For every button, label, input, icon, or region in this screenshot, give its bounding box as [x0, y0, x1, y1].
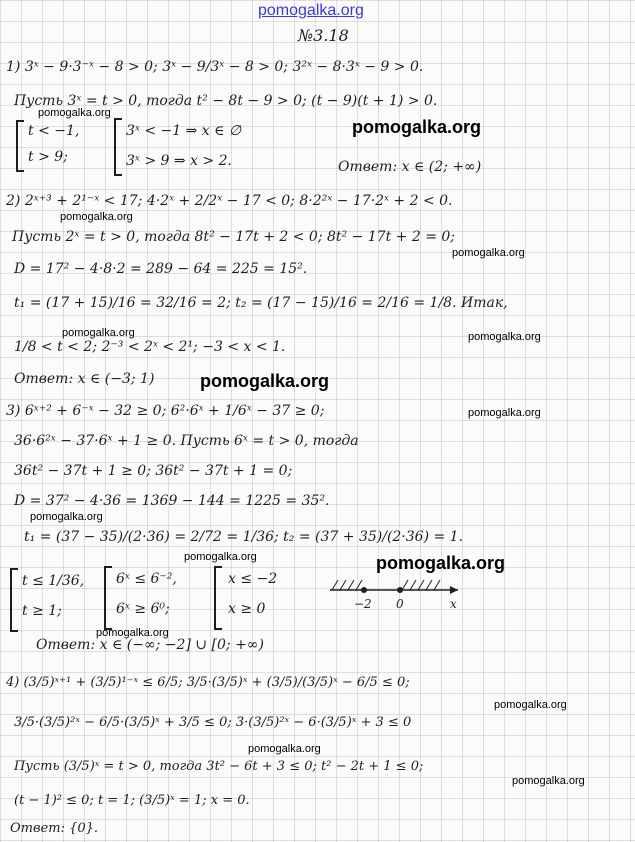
p3-sys2-a: 6ˣ ≤ 6⁻²,	[116, 571, 177, 587]
watermark: pomogalka.org	[248, 743, 321, 755]
p2-line5: 1/8 < t < 2; 2⁻³ < 2ˣ < 2¹; −3 < x < 1.	[14, 339, 286, 355]
p2-line1: 2) 2ˣ⁺³ + 2¹⁻ˣ < 17; 4·2ˣ + 2/2ˣ − 17 < 0; 8·2²ˣ − 17·2ˣ + 2 < 0.	[6, 193, 453, 209]
p4-line3: Пусть (3/5)ˣ = t > 0, тогда 3t² − 6t + 3 ≤ 0; t² − 2t + 1 ≤ 0;	[14, 759, 424, 774]
p4-line4: (t − 1)² ≤ 0; t = 1; (3/5)ˣ = 1; x = 0.	[14, 793, 250, 808]
p3-sys2-b: 6ˣ ≥ 6⁰;	[116, 601, 170, 617]
p1-answer: Ответ: x ∈ (2; +∞)	[338, 159, 482, 175]
p3-sys1-b: t ≥ 1;	[22, 603, 62, 619]
system-brace	[114, 118, 122, 176]
watermark: pomogalka.org	[60, 211, 133, 223]
p3-sys3-a: x ≤ −2	[228, 571, 278, 587]
p4-answer: Ответ: {0}.	[10, 821, 99, 836]
p1-sys2-a: 3ˣ < −1 ⇒ x ∈ ∅	[126, 123, 242, 139]
p3-line2: 36·6²ˣ − 37·6ˣ + 1 ≥ 0. Пусть 6ˣ = t > 0, тогда	[14, 433, 359, 449]
watermark: pomogalka.org	[352, 117, 482, 137]
number-line-diagram	[326, 572, 466, 622]
system-brace	[214, 566, 222, 630]
watermark: pomogalka.org	[376, 553, 506, 573]
watermark: pomogalka.org	[494, 699, 567, 711]
p2-answer: Ответ: x ∈ (−3; 1)	[14, 371, 155, 387]
point-zero	[397, 587, 403, 593]
system-brace	[10, 568, 18, 632]
hatching-right	[402, 580, 440, 590]
watermark: pomogalka.org	[512, 775, 585, 787]
p2-line3: D = 17² − 4·8·2 = 289 − 64 = 225 = 15².	[14, 261, 308, 277]
site-watermark-top[interactable]: pomogalka.org	[258, 2, 364, 19]
p3-line1: 3) 6ˣ⁺² + 6⁻ˣ − 32 ≥ 0; 6²·6ˣ + 1/6ˣ − 37 ≥ 0;	[6, 403, 325, 419]
number-line-arrow	[450, 586, 458, 594]
p1-line1: 1) 3ˣ − 9·3⁻ˣ − 8 > 0; 3ˣ − 9/3ˣ − 8 > 0; 3²ˣ − 8·3ˣ − 9 > 0.	[6, 59, 424, 75]
watermark: pomogalka.org	[200, 371, 330, 391]
system-brace	[16, 120, 24, 172]
p1-sys2-b: 3ˣ > 9 ⇒ x > 2.	[126, 153, 232, 169]
watermark: pomogalka.org	[468, 331, 541, 343]
p1-line2: Пусть 3ˣ = t > 0, тогда t² − 8t − 9 > 0; (t − 9)(t + 1) > 0.	[14, 93, 438, 109]
p2-line2: Пусть 2ˣ = t > 0, тогда 8t² − 17t + 2 < 0; 8t² − 17t + 2 = 0;	[12, 229, 456, 245]
watermark: pomogalka.org	[62, 327, 135, 339]
point-minus-two	[361, 587, 367, 593]
watermark: pomogalka.org	[96, 627, 169, 639]
p4-line2: 3/5·(3/5)²ˣ − 6/5·(3/5)ˣ + 3/5 ≤ 0; 3·(3/5)²ˣ − 6·(3/5)ˣ + 3 ≤ 0	[14, 715, 412, 730]
hatching-left	[332, 580, 362, 590]
p3-answer: Ответ: x ∈ (−∞; −2] ∪ [0; +∞)	[36, 637, 264, 653]
watermark: pomogalka.org	[38, 107, 111, 119]
p3-sys1-a: t ≤ 1/36,	[22, 573, 85, 589]
p4-line1: 4) (3/5)ˣ⁺¹ + (3/5)¹⁻ˣ ≤ 6/5; 3/5·(3/5)ˣ + (3/5)/(3/5)ˣ − 6/5 ≤ 0;	[6, 675, 410, 690]
p3-line5: t₁ = (37 − 35)/(2·36) = 2/72 = 1/36; t₂ = (37 + 35)/(2·36) = 1.	[24, 529, 464, 545]
p3-line3: 36t² − 37t + 1 ≥ 0; 36t² − 37t + 1 = 0;	[14, 463, 293, 479]
axis-label-minus-two: −2	[354, 597, 372, 611]
axis-label-zero: 0	[396, 597, 404, 611]
p3-line4: D = 37² − 4·36 = 1369 − 144 = 1225 = 35².	[14, 493, 330, 509]
p3-sys3-b: x ≥ 0	[228, 601, 266, 617]
watermark: pomogalka.org	[30, 511, 103, 523]
system-brace	[104, 566, 112, 630]
p1-sys1-b: t > 9;	[28, 149, 68, 165]
task-number: №3.18	[298, 26, 349, 45]
watermark: pomogalka.org	[452, 247, 525, 259]
watermark: pomogalka.org	[184, 551, 257, 563]
axis-variable: x	[450, 597, 457, 611]
p1-sys1-a: t < −1,	[28, 123, 80, 139]
watermark: pomogalka.org	[468, 407, 541, 419]
p2-line4: t₁ = (17 + 15)/16 = 32/16 = 2; t₂ = (17 − 15)/16 = 2/16 = 1/8. Итак,	[14, 295, 508, 311]
